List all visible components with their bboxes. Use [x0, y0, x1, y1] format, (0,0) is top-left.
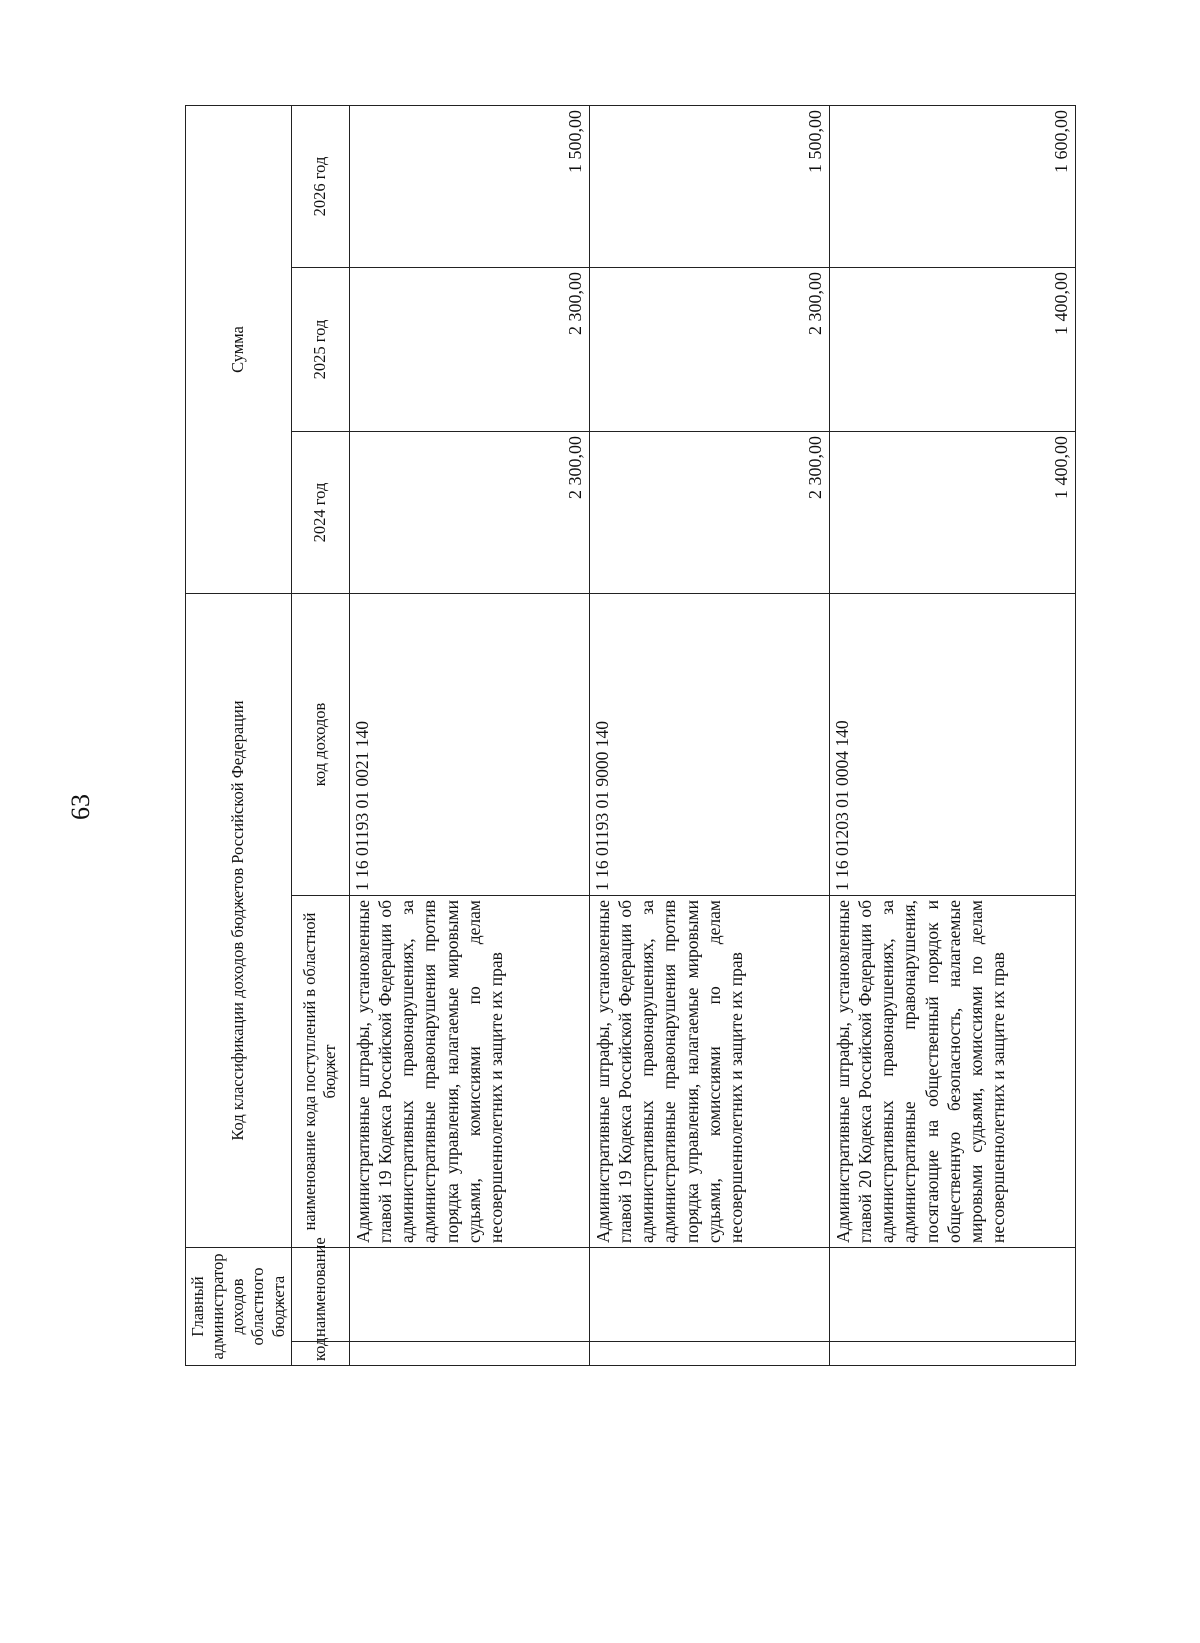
table-row — [349, 105, 589, 1365]
header-year-2024: 2024 год — [291, 431, 349, 593]
rotated-table-stage — [185, 106, 1071, 1366]
row-admin-name — [829, 1248, 1075, 1342]
table-row — [589, 105, 829, 1365]
row-admin-code — [349, 1342, 589, 1366]
header-revenue-name: наименование кода поступлений в областной бюджет — [291, 896, 349, 1248]
row-revenue-code: 1 16 01203 01 0004 140 — [829, 593, 1075, 895]
header-row-2 — [291, 105, 349, 1365]
header-classification-group: Код классификации доходов бюджетов Российской Федерации — [186, 593, 292, 1247]
row-admin-name — [589, 1248, 829, 1342]
row-revenue-name: Административные штрафы, установленные главой 19 Кодекса Российской Федерации об административных правонарушениях, за административные правонарушения против порядка управления, налагаемые мировыми судьями, комиссиями по делам несовершеннолетних и защите их прав — [349, 896, 589, 1248]
header-revenue-code: код доходов — [291, 593, 349, 895]
row-amount-2025: 1 400,00 — [829, 267, 1075, 431]
row-admin-code — [589, 1342, 829, 1366]
row-amount-2024: 1 400,00 — [829, 431, 1075, 593]
row-admin-name — [349, 1248, 589, 1342]
row-amount-2024: 2 300,00 — [349, 431, 589, 593]
row-admin-code — [829, 1342, 1075, 1366]
row-revenue-code: 1 16 01193 01 0021 140 — [349, 593, 589, 895]
row-amount-2026: 1 500,00 — [589, 105, 829, 267]
header-admin-code: код — [291, 1342, 349, 1366]
revenue-table — [185, 105, 1076, 1366]
row-amount-2026: 1 500,00 — [349, 105, 589, 267]
table-row — [829, 105, 1075, 1365]
row-revenue-name: Административные штрафы, установленные главой 20 Кодекса Российской Федерации об административных правонарушениях, за административные правонарушения, посягающие на общественный порядок и общественную безопасность, налагаемые мировыми судьями, комиссиями по делам несовершеннолетних и защите их прав — [829, 896, 1075, 1248]
header-row-1 — [186, 105, 292, 1365]
row-amount-2024: 2 300,00 — [589, 431, 829, 593]
page-number: 63 — [66, 794, 95, 820]
row-amount-2026: 1 600,00 — [829, 105, 1075, 267]
row-revenue-code: 1 16 01193 01 9000 140 — [589, 593, 829, 895]
header-sum-group: Сумма — [186, 105, 292, 593]
row-amount-2025: 2 300,00 — [349, 267, 589, 431]
row-amount-2025: 2 300,00 — [589, 267, 829, 431]
header-year-2026: 2026 год — [291, 105, 349, 267]
header-admin-name: наименование — [291, 1248, 349, 1342]
header-year-2025: 2025 год — [291, 267, 349, 431]
header-admin-group: Главный администратор доходов областного бюджета — [186, 1248, 292, 1366]
row-revenue-name: Административные штрафы, установленные главой 19 Кодекса Российской Федерации об административных правонарушениях, за административные правонарушения против порядка управления, налагаемые мировыми судьями, комиссиями по делам несовершеннолетних и защите их прав — [589, 896, 829, 1248]
